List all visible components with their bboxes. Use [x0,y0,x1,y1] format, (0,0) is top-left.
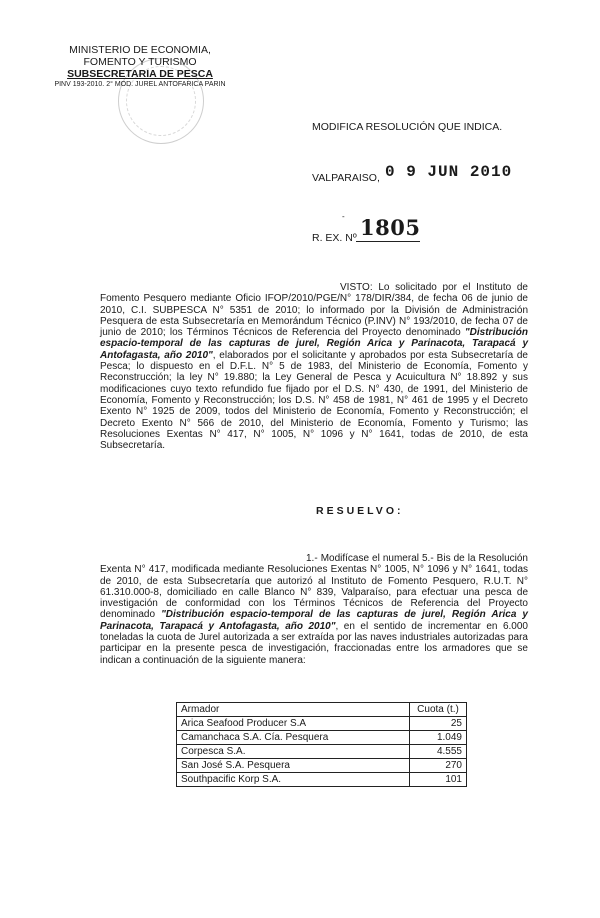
visto-text-2: , elaborados por el solicitante y aprobados por esta Subsecretaría de Pesca; lo dispuesto en el D.F.L. N° 5 de 1983, del Ministerio de Economía, Fomento y Reconstrucción; la ley N° 19.880; la Ley General de Pesca y Acuicultura N° 18.892 y sus modificaciones cuyo texto refundido fue fijado por el D.S. N° 430, de 1991, del Ministerio de Economía, Fomento y Reconstrucción; los D.S. N° 458 de 1981, N° 461 de 1995 y el Decreto Exento N° 1925 de 2009, todos del Ministerio de Economía, Fomento y Reconstrucción; el Decreto Exento N° 566 de 2010, del Ministerio de Economía, Fomento y Turismo; las Resoluciones Exentas N° 417, N° 1005, N° 1096 y N° 1641, todas de 2010, de esta Subsecretaría. [100,349,528,452]
table-row [177,731,467,745]
table-row [177,745,467,759]
visto-text: Lo solicitado por el Instituto de Fomento Pesquero mediante Oficio IFOP/2010/PGE/N° 178/DIR/384, de fecha 06 de junio de 2010, C.I. SUBPESCA N° 5351 de 2010; lo informado por la División de Administración Pesquera de esta Subsecretaría en Memorándum Técnico (P.INV) N° 193/2010, de fecha 07 de junio de 2010; los Términos Técnicos de Referencia del Proyecto denominado [100,282,528,339]
date-label: VALPARAISO, [312,172,380,184]
table-cell-cuota: 101 [410,773,467,787]
point-1-lead: 1.- [306,553,318,564]
letterhead-reference: PINV 193-2010. 2° MOD. JUREL ANTOFARICA PARIN [54,81,226,88]
quota-table-wrap [176,702,467,787]
table-header-cuota: Cuota (t.) [410,703,467,717]
date-stamp: 0 9 JUN 2010 [385,163,513,181]
table-cell-armador: San José S.A. Pesquera [177,759,410,773]
point-1-project-title: "Distribución espacio-temporal de las capturas de jurel, Región Arica y Parinacota, Tarapacá y Antofagasta, año 2010" [100,609,528,632]
table-cell-cuota: 4.555 [410,745,467,759]
seal-stamp-inner [126,66,196,136]
reference-title: MODIFICA RESOLUCIÓN QUE INDICA. [312,121,503,133]
letterhead-ministry: MINISTERIO DE ECONOMIA, [69,44,211,56]
table-cell-armador: Camanchaca S.A. Cía. Pesquera [177,731,410,745]
quota-table [176,702,467,787]
table-row [177,717,467,731]
table-cell-cuota: 25 [410,717,467,731]
table-cell-armador: Arica Seafood Producer S.A [177,717,410,731]
resuelvo-heading: RESUELVO: [316,505,404,517]
table-cell-armador: Southpacific Korp S.A. [177,773,410,787]
visto-paragraph [100,282,528,451]
letterhead-ministry-2: FOMENTO Y TURISMO [83,56,197,68]
visto-project-title: "Distribución espacio-temporal de las capturas de jurel, Región Arica y Parinacota, Tarapacá y Antofagasta, año 2010" [100,327,528,361]
rex-number: 1805 [360,215,421,240]
table-header-armador: Armador [177,703,410,717]
point-1-text-2: , en el sentido de incrementar en 6.000 toneladas la cuota de Jurel autorizada a ser extraída por las naves industriales autorizadas para participar en la presente pesca de investigación, fraccionadas entre los armadores que se indican a continuación de la siguiente manera: [100,620,528,666]
table-cell-cuota: 270 [410,759,467,773]
rex-underline [356,241,420,242]
visto-lead: VISTO: [340,282,373,293]
table-row [177,759,467,773]
table-header-row [177,703,467,717]
table-row [177,773,467,787]
rex-label: R. EX. Nº [312,232,357,244]
letterhead-subsecretaria: SUBSECRETARIA DE PESCA [67,68,213,80]
point-1-paragraph [100,553,528,666]
table-cell-cuota: 1.049 [410,731,467,745]
pen-mark: - [342,212,345,221]
point-1-text: Modifícase el numeral 5.- Bis de la Resolución Exenta N° 417, modificada mediante Resoluciones Exentas N° 1005, N° 1096 y N° 1641, todas de 2010, de esta Subsecretaría que autorizó al Instituto de Fomento Pesquero, R.U.T. N° 61.310.000-8, domiciliado en calle Blanco N° 839, Valparaíso, para efectuar una pesca de investigación de conformidad con los Términos Técnicos de Referencia del Proyecto denominado [100,553,528,621]
table-cell-armador: Corpesca S.A. [177,745,410,759]
